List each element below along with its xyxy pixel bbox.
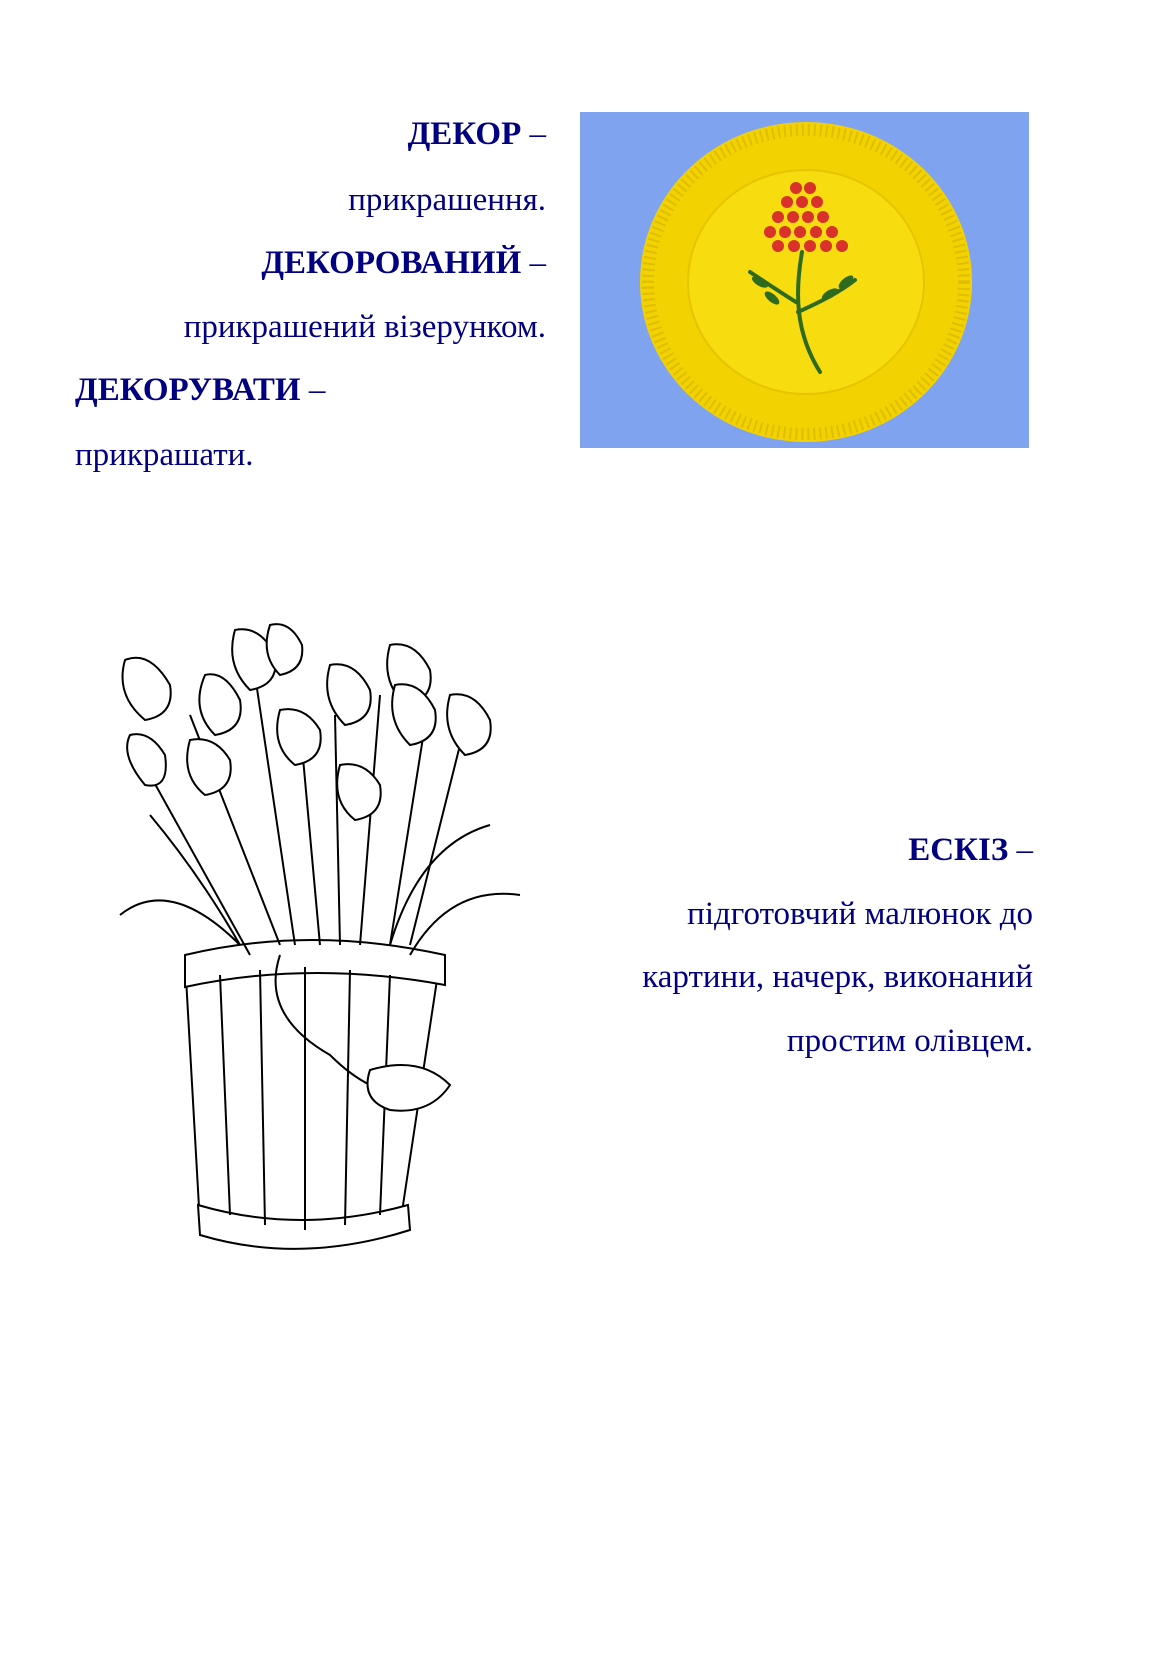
definition-decorovanyi: прикрашений візерунком. [183,309,546,345]
decorated-plate-icon [580,112,1029,448]
term-decoruvaty: ДЕКОРУВАТИ – [75,372,326,408]
definition-eskiz-line-2: картини, начерк, виконаний [642,959,1033,995]
definition-decor: прикрашення. [348,182,546,218]
term-eskiz: ЕСКІЗ – [908,832,1033,868]
term-decor: ДЕКОР – [407,116,546,152]
term-decorovanyi: ДЕКОРОВАНИЙ – [261,245,546,281]
definition-eskiz-line-1: підготовчий малюнок до [687,896,1033,932]
definition-eskiz-line-3: простим олівцем. [786,1023,1033,1059]
definition-decoruvaty: прикрашати. [75,437,254,473]
tulip-bucket-sketch-icon [90,615,536,1263]
